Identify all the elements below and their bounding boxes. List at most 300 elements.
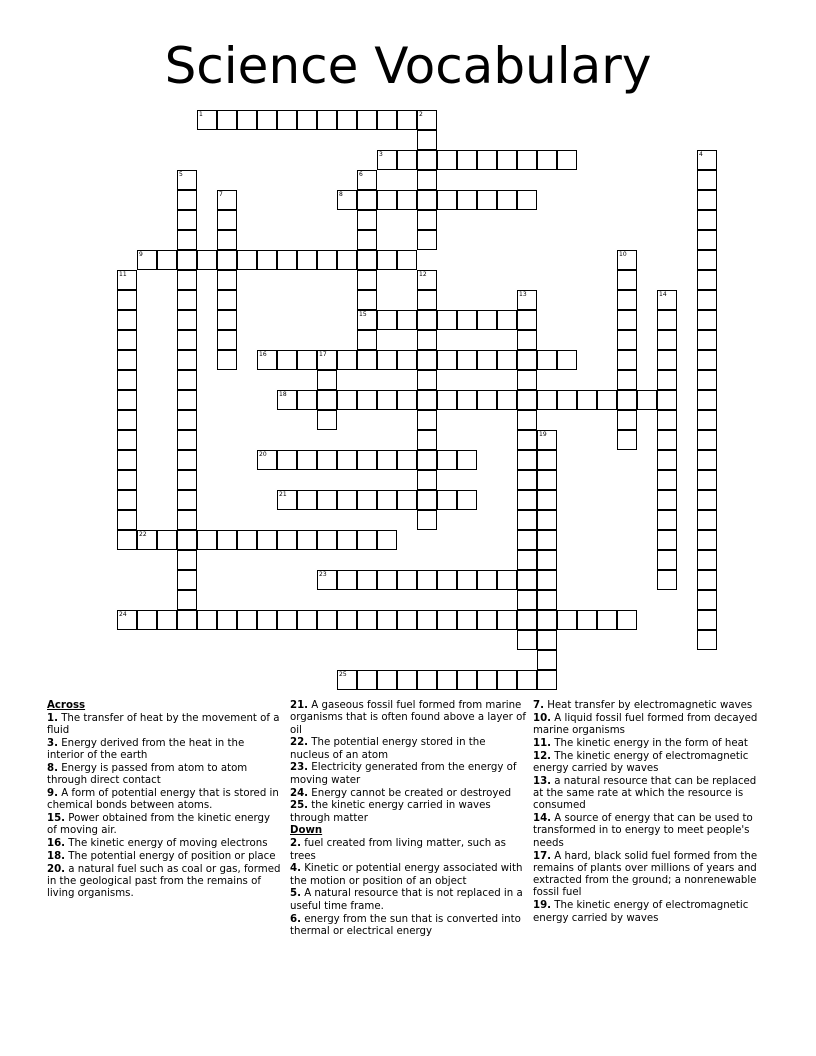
grid-cell[interactable]: [317, 390, 337, 410]
grid-cell[interactable]: [517, 470, 537, 490]
grid-cell[interactable]: [397, 450, 417, 470]
grid-cell[interactable]: [437, 610, 457, 630]
grid-cell[interactable]: [337, 490, 357, 510]
grid-cell[interactable]: [517, 410, 537, 430]
grid-cell[interactable]: [437, 150, 457, 170]
grid-cell[interactable]: [517, 530, 537, 550]
grid-cell[interactable]: [217, 610, 237, 630]
grid-cell[interactable]: [357, 350, 377, 370]
grid-cell[interactable]: [317, 610, 337, 630]
grid-cell[interactable]: [417, 470, 437, 490]
grid-cell[interactable]: [177, 430, 197, 450]
grid-cell[interactable]: [697, 490, 717, 510]
grid-cell[interactable]: [357, 390, 377, 410]
grid-cell[interactable]: [357, 670, 377, 690]
grid-cell[interactable]: [177, 590, 197, 610]
grid-cell[interactable]: [217, 250, 237, 270]
grid-cell[interactable]: [357, 310, 377, 330]
grid-cell[interactable]: [317, 350, 337, 370]
grid-cell[interactable]: [697, 450, 717, 470]
grid-cell[interactable]: [537, 610, 557, 630]
grid-cell[interactable]: [117, 310, 137, 330]
grid-cell[interactable]: [697, 290, 717, 310]
grid-cell[interactable]: [117, 530, 137, 550]
grid-cell[interactable]: [417, 150, 437, 170]
grid-cell[interactable]: [377, 250, 397, 270]
grid-cell[interactable]: [317, 490, 337, 510]
grid-cell[interactable]: [657, 290, 677, 310]
grid-cell[interactable]: [177, 190, 197, 210]
grid-cell[interactable]: [177, 250, 197, 270]
grid-cell[interactable]: [517, 330, 537, 350]
grid-cell[interactable]: [517, 390, 537, 410]
grid-cell[interactable]: [657, 410, 677, 430]
grid-cell[interactable]: [517, 150, 537, 170]
grid-cell[interactable]: [177, 290, 197, 310]
grid-cell[interactable]: [657, 510, 677, 530]
grid-cell[interactable]: [517, 610, 537, 630]
grid-cell[interactable]: [197, 250, 217, 270]
grid-cell[interactable]: [597, 390, 617, 410]
grid-cell[interactable]: [177, 530, 197, 550]
grid-cell[interactable]: [697, 510, 717, 530]
grid-cell[interactable]: [377, 390, 397, 410]
grid-cell[interactable]: [697, 190, 717, 210]
grid-cell[interactable]: [217, 230, 237, 250]
grid-cell[interactable]: [517, 370, 537, 390]
grid-cell[interactable]: [317, 370, 337, 390]
grid-cell[interactable]: [337, 250, 357, 270]
grid-cell[interactable]: [257, 110, 277, 130]
grid-cell[interactable]: [337, 110, 357, 130]
grid-cell[interactable]: [297, 610, 317, 630]
grid-cell[interactable]: [337, 350, 357, 370]
grid-cell[interactable]: [697, 350, 717, 370]
grid-cell[interactable]: [457, 450, 477, 470]
grid-cell[interactable]: [497, 310, 517, 330]
grid-cell[interactable]: [117, 430, 137, 450]
grid-cell[interactable]: [417, 670, 437, 690]
grid-cell[interactable]: [157, 250, 177, 270]
grid-cell[interactable]: [537, 430, 557, 450]
grid-cell[interactable]: [317, 530, 337, 550]
grid-cell[interactable]: [417, 290, 437, 310]
grid-cell[interactable]: [517, 190, 537, 210]
grid-cell[interactable]: [657, 530, 677, 550]
grid-cell[interactable]: [357, 330, 377, 350]
grid-cell[interactable]: [397, 190, 417, 210]
grid-cell[interactable]: [397, 670, 417, 690]
grid-cell[interactable]: [417, 350, 437, 370]
grid-cell[interactable]: [517, 350, 537, 370]
grid-cell[interactable]: [277, 390, 297, 410]
grid-cell[interactable]: [297, 450, 317, 470]
grid-cell[interactable]: [457, 570, 477, 590]
grid-cell[interactable]: [377, 490, 397, 510]
grid-cell[interactable]: [277, 490, 297, 510]
grid-cell[interactable]: [357, 570, 377, 590]
grid-cell[interactable]: [417, 390, 437, 410]
grid-cell[interactable]: [697, 250, 717, 270]
grid-cell[interactable]: [337, 570, 357, 590]
grid-cell[interactable]: [697, 390, 717, 410]
grid-cell[interactable]: [617, 330, 637, 350]
grid-cell[interactable]: [697, 310, 717, 330]
grid-cell[interactable]: [117, 270, 137, 290]
grid-cell[interactable]: [657, 470, 677, 490]
grid-cell[interactable]: [217, 310, 237, 330]
grid-cell[interactable]: [357, 270, 377, 290]
grid-cell[interactable]: [537, 550, 557, 570]
grid-cell[interactable]: [657, 450, 677, 470]
grid-cell[interactable]: [497, 670, 517, 690]
grid-cell[interactable]: [697, 530, 717, 550]
grid-cell[interactable]: [337, 390, 357, 410]
grid-cell[interactable]: [317, 250, 337, 270]
grid-cell[interactable]: [537, 670, 557, 690]
grid-cell[interactable]: [517, 630, 537, 650]
grid-cell[interactable]: [697, 470, 717, 490]
grid-cell[interactable]: [697, 590, 717, 610]
grid-cell[interactable]: [537, 630, 557, 650]
grid-cell[interactable]: [197, 530, 217, 550]
grid-cell[interactable]: [557, 350, 577, 370]
grid-cell[interactable]: [117, 490, 137, 510]
grid-cell[interactable]: [477, 670, 497, 690]
grid-cell[interactable]: [537, 570, 557, 590]
grid-cell[interactable]: [517, 550, 537, 570]
grid-cell[interactable]: [517, 430, 537, 450]
grid-cell[interactable]: [317, 570, 337, 590]
grid-cell[interactable]: [517, 510, 537, 530]
grid-cell[interactable]: [337, 190, 357, 210]
grid-cell[interactable]: [177, 510, 197, 530]
grid-cell[interactable]: [697, 430, 717, 450]
grid-cell[interactable]: [197, 110, 217, 130]
grid-cell[interactable]: [517, 670, 537, 690]
grid-cell[interactable]: [177, 170, 197, 190]
grid-cell[interactable]: [177, 210, 197, 230]
grid-cell[interactable]: [417, 310, 437, 330]
grid-cell[interactable]: [537, 390, 557, 410]
grid-cell[interactable]: [357, 530, 377, 550]
grid-cell[interactable]: [437, 190, 457, 210]
grid-cell[interactable]: [477, 610, 497, 630]
grid-cell[interactable]: [537, 490, 557, 510]
grid-cell[interactable]: [417, 370, 437, 390]
grid-cell[interactable]: [617, 430, 637, 450]
grid-cell[interactable]: [237, 250, 257, 270]
grid-cell[interactable]: [577, 610, 597, 630]
grid-cell[interactable]: [117, 330, 137, 350]
grid-cell[interactable]: [417, 130, 437, 150]
grid-cell[interactable]: [177, 610, 197, 630]
grid-cell[interactable]: [177, 270, 197, 290]
grid-cell[interactable]: [117, 350, 137, 370]
grid-cell[interactable]: [477, 350, 497, 370]
grid-cell[interactable]: [277, 110, 297, 130]
grid-cell[interactable]: [617, 290, 637, 310]
grid-cell[interactable]: [417, 490, 437, 510]
grid-cell[interactable]: [137, 250, 157, 270]
grid-cell[interactable]: [377, 610, 397, 630]
grid-cell[interactable]: [417, 110, 437, 130]
grid-cell[interactable]: [617, 310, 637, 330]
grid-cell[interactable]: [417, 610, 437, 630]
grid-cell[interactable]: [377, 570, 397, 590]
grid-cell[interactable]: [417, 330, 437, 350]
grid-cell[interactable]: [437, 570, 457, 590]
grid-cell[interactable]: [537, 470, 557, 490]
grid-cell[interactable]: [117, 370, 137, 390]
grid-cell[interactable]: [417, 210, 437, 230]
grid-cell[interactable]: [437, 390, 457, 410]
grid-cell[interactable]: [397, 350, 417, 370]
grid-cell[interactable]: [177, 550, 197, 570]
grid-cell[interactable]: [157, 610, 177, 630]
grid-cell[interactable]: [177, 330, 197, 350]
grid-cell[interactable]: [237, 530, 257, 550]
grid-cell[interactable]: [557, 390, 577, 410]
grid-cell[interactable]: [397, 110, 417, 130]
grid-cell[interactable]: [217, 330, 237, 350]
grid-cell[interactable]: [277, 610, 297, 630]
grid-cell[interactable]: [697, 610, 717, 630]
grid-cell[interactable]: [417, 270, 437, 290]
grid-cell[interactable]: [377, 450, 397, 470]
grid-cell[interactable]: [497, 350, 517, 370]
grid-cell[interactable]: [257, 530, 277, 550]
grid-cell[interactable]: [477, 150, 497, 170]
grid-cell[interactable]: [397, 250, 417, 270]
grid-cell[interactable]: [277, 530, 297, 550]
grid-cell[interactable]: [157, 530, 177, 550]
grid-cell[interactable]: [617, 370, 637, 390]
grid-cell[interactable]: [697, 630, 717, 650]
grid-cell[interactable]: [397, 150, 417, 170]
grid-cell[interactable]: [177, 310, 197, 330]
grid-cell[interactable]: [477, 570, 497, 590]
grid-cell[interactable]: [317, 450, 337, 470]
grid-cell[interactable]: [357, 250, 377, 270]
grid-cell[interactable]: [697, 150, 717, 170]
grid-cell[interactable]: [177, 410, 197, 430]
grid-cell[interactable]: [457, 490, 477, 510]
grid-cell[interactable]: [217, 530, 237, 550]
grid-cell[interactable]: [537, 150, 557, 170]
grid-cell[interactable]: [417, 450, 437, 470]
grid-cell[interactable]: [397, 570, 417, 590]
grid-cell[interactable]: [397, 310, 417, 330]
grid-cell[interactable]: [517, 590, 537, 610]
grid-cell[interactable]: [357, 210, 377, 230]
grid-cell[interactable]: [637, 390, 657, 410]
grid-cell[interactable]: [417, 510, 437, 530]
grid-cell[interactable]: [377, 110, 397, 130]
grid-cell[interactable]: [357, 170, 377, 190]
grid-cell[interactable]: [377, 350, 397, 370]
grid-cell[interactable]: [197, 610, 217, 630]
grid-cell[interactable]: [617, 350, 637, 370]
grid-cell[interactable]: [617, 270, 637, 290]
grid-cell[interactable]: [657, 350, 677, 370]
grid-cell[interactable]: [657, 570, 677, 590]
grid-cell[interactable]: [117, 610, 137, 630]
grid-cell[interactable]: [137, 610, 157, 630]
grid-cell[interactable]: [217, 290, 237, 310]
grid-cell[interactable]: [557, 150, 577, 170]
grid-cell[interactable]: [297, 390, 317, 410]
grid-cell[interactable]: [697, 270, 717, 290]
grid-cell[interactable]: [177, 570, 197, 590]
grid-cell[interactable]: [457, 390, 477, 410]
grid-cell[interactable]: [357, 610, 377, 630]
grid-cell[interactable]: [517, 490, 537, 510]
grid-cell[interactable]: [657, 490, 677, 510]
grid-cell[interactable]: [697, 370, 717, 390]
grid-cell[interactable]: [357, 290, 377, 310]
grid-cell[interactable]: [417, 430, 437, 450]
grid-cell[interactable]: [617, 410, 637, 430]
grid-cell[interactable]: [517, 570, 537, 590]
grid-cell[interactable]: [137, 530, 157, 550]
grid-cell[interactable]: [437, 450, 457, 470]
grid-cell[interactable]: [177, 470, 197, 490]
grid-cell[interactable]: [357, 230, 377, 250]
grid-cell[interactable]: [377, 190, 397, 210]
grid-cell[interactable]: [577, 390, 597, 410]
grid-cell[interactable]: [397, 390, 417, 410]
grid-cell[interactable]: [377, 530, 397, 550]
grid-cell[interactable]: [437, 490, 457, 510]
grid-cell[interactable]: [477, 310, 497, 330]
grid-cell[interactable]: [297, 530, 317, 550]
grid-cell[interactable]: [437, 310, 457, 330]
grid-cell[interactable]: [417, 570, 437, 590]
grid-cell[interactable]: [257, 450, 277, 470]
grid-cell[interactable]: [417, 170, 437, 190]
grid-cell[interactable]: [437, 350, 457, 370]
grid-cell[interactable]: [697, 210, 717, 230]
grid-cell[interactable]: [217, 110, 237, 130]
grid-cell[interactable]: [417, 230, 437, 250]
grid-cell[interactable]: [537, 350, 557, 370]
grid-cell[interactable]: [117, 510, 137, 530]
grid-cell[interactable]: [457, 350, 477, 370]
grid-cell[interactable]: [357, 490, 377, 510]
grid-cell[interactable]: [297, 350, 317, 370]
grid-cell[interactable]: [117, 390, 137, 410]
grid-cell[interactable]: [297, 250, 317, 270]
grid-cell[interactable]: [237, 110, 257, 130]
grid-cell[interactable]: [257, 350, 277, 370]
grid-cell[interactable]: [657, 550, 677, 570]
grid-cell[interactable]: [357, 190, 377, 210]
grid-cell[interactable]: [177, 350, 197, 370]
grid-cell[interactable]: [277, 250, 297, 270]
grid-cell[interactable]: [237, 610, 257, 630]
grid-cell[interactable]: [117, 450, 137, 470]
grid-cell[interactable]: [257, 610, 277, 630]
grid-cell[interactable]: [457, 670, 477, 690]
grid-cell[interactable]: [697, 330, 717, 350]
grid-cell[interactable]: [317, 410, 337, 430]
grid-cell[interactable]: [517, 310, 537, 330]
grid-cell[interactable]: [297, 490, 317, 510]
grid-cell[interactable]: [477, 390, 497, 410]
grid-cell[interactable]: [177, 450, 197, 470]
grid-cell[interactable]: [177, 370, 197, 390]
grid-cell[interactable]: [537, 530, 557, 550]
grid-cell[interactable]: [617, 610, 637, 630]
grid-cell[interactable]: [377, 310, 397, 330]
grid-cell[interactable]: [617, 390, 637, 410]
grid-cell[interactable]: [457, 150, 477, 170]
grid-cell[interactable]: [117, 410, 137, 430]
grid-cell[interactable]: [597, 610, 617, 630]
grid-cell[interactable]: [117, 290, 137, 310]
grid-cell[interactable]: [337, 670, 357, 690]
grid-cell[interactable]: [537, 650, 557, 670]
grid-cell[interactable]: [697, 170, 717, 190]
grid-cell[interactable]: [357, 450, 377, 470]
grid-cell[interactable]: [517, 290, 537, 310]
grid-cell[interactable]: [457, 610, 477, 630]
grid-cell[interactable]: [657, 310, 677, 330]
grid-cell[interactable]: [697, 550, 717, 570]
grid-cell[interactable]: [537, 510, 557, 530]
grid-cell[interactable]: [697, 230, 717, 250]
grid-cell[interactable]: [697, 410, 717, 430]
grid-cell[interactable]: [697, 570, 717, 590]
grid-cell[interactable]: [657, 390, 677, 410]
grid-cell[interactable]: [217, 350, 237, 370]
grid-cell[interactable]: [657, 430, 677, 450]
grid-cell[interactable]: [497, 150, 517, 170]
grid-cell[interactable]: [217, 190, 237, 210]
grid-cell[interactable]: [617, 250, 637, 270]
grid-cell[interactable]: [457, 310, 477, 330]
grid-cell[interactable]: [557, 610, 577, 630]
grid-cell[interactable]: [377, 670, 397, 690]
grid-cell[interactable]: [497, 390, 517, 410]
grid-cell[interactable]: [497, 190, 517, 210]
grid-cell[interactable]: [257, 250, 277, 270]
grid-cell[interactable]: [457, 190, 477, 210]
grid-cell[interactable]: [497, 610, 517, 630]
grid-cell[interactable]: [277, 450, 297, 470]
grid-cell[interactable]: [657, 330, 677, 350]
grid-cell[interactable]: [497, 570, 517, 590]
grid-cell[interactable]: [317, 110, 337, 130]
grid-cell[interactable]: [217, 210, 237, 230]
grid-cell[interactable]: [277, 350, 297, 370]
grid-cell[interactable]: [437, 670, 457, 690]
grid-cell[interactable]: [337, 450, 357, 470]
grid-cell[interactable]: [397, 610, 417, 630]
grid-cell[interactable]: [217, 270, 237, 290]
grid-cell[interactable]: [417, 190, 437, 210]
grid-cell[interactable]: [337, 530, 357, 550]
grid-cell[interactable]: [177, 390, 197, 410]
grid-cell[interactable]: [177, 490, 197, 510]
grid-cell[interactable]: [177, 230, 197, 250]
grid-cell[interactable]: [297, 110, 317, 130]
grid-cell[interactable]: [337, 610, 357, 630]
grid-cell[interactable]: [517, 450, 537, 470]
grid-cell[interactable]: [657, 370, 677, 390]
grid-cell[interactable]: [477, 190, 497, 210]
